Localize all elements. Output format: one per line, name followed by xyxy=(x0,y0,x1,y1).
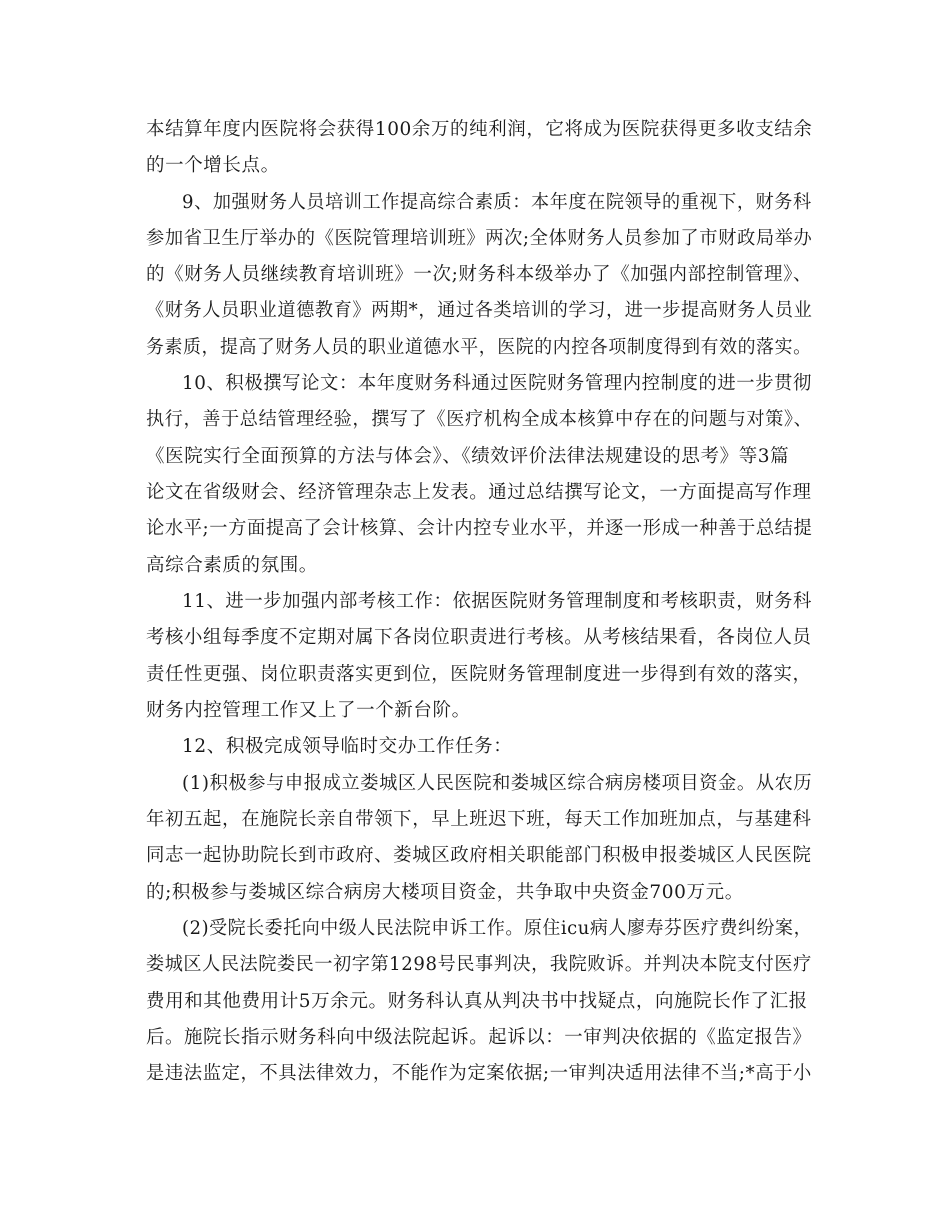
text-line: 同志一起协助院长到市政府、娄城区政府相关职能部门积极申报娄城区人民医院 xyxy=(146,845,812,866)
text-line: 《医院实行全面预算的方法与体会》、《绩效评价法律法规建设的思考》等3篇 xyxy=(146,446,790,467)
text-line: 娄城区人民法院娄民一初字第1298号民事判决，我院败诉。并判决本院支付医疗 xyxy=(146,954,812,975)
text-line: 是违法监定，不具法律效力，不能作为定案依据;一审判决适用法律不当;*高于小 xyxy=(146,1063,812,1084)
text-line: 本结算年度内医院将会获得100余万的纯利润，它将成为医院获得更多收支结余 xyxy=(146,119,813,140)
text-line: 高综合素质的氛围。 xyxy=(146,555,318,576)
text-line: 论水平;一方面提高了会计核算、会计内控专业水平，并逐一形成一种善于总结提 xyxy=(146,518,813,539)
text-line: 务素质，提高了财务人员的职业道德水平，医院的内控各项制度得到有效的落实。 xyxy=(146,337,812,358)
text-line: 论文在省级财会、经济管理杂志上发表。通过总结撰写论文，一方面提高写作理 xyxy=(146,482,812,503)
text-line: 11、进一步加强内部考核工作：依据医院财务管理制度和考核职责，财务科 xyxy=(182,591,812,612)
text-line: 12、积极完成领导临时交办工作任务： xyxy=(182,736,513,757)
text-line: 财务内控管理工作又上了一个新台阶。 xyxy=(146,700,471,721)
text-line: 的;积极参与娄城区综合病房大楼项目资金，共争取中央资金700万元。 xyxy=(146,882,744,903)
text-line: 10、积极撰写论文：本年度财务科通过医院财务管理内控制度的进一步贯彻 xyxy=(182,373,812,394)
text-line: 的《财务人员继续教育培训班》一次;财务科本级举办了《加强内部控制管理》、 xyxy=(146,264,813,285)
text-line: 费用和其他费用计5万余元。财务科认真从判决书中找疑点，向施院长作了汇报 xyxy=(146,991,808,1012)
text-line: (1)积极参与申报成立娄城区人民医院和娄城区综合病房楼项目资金。从农历 xyxy=(182,773,813,794)
text-line: 的一个增长点。 xyxy=(146,155,280,176)
text-line: 年初五起，在施院长亲自带领下，早上班迟下班，每天工作加班加点，与基建科 xyxy=(146,809,812,830)
text-line: (2)受院长委托向中级人民法院申诉工作。原住icu病人廖寿芬医疗费纠纷案， xyxy=(182,918,813,939)
text-line: 执行，善于总结管理经验，撰写了《医疗机构全成本核算中存在的问题与对策》、 xyxy=(146,409,813,430)
text-line: 考核小组每季度不定期对属下各岗位职责进行考核。从考核结果看，各岗位人员 xyxy=(146,627,812,648)
text-line: 9、加强财务人员培训工作提高综合素质：本年度在院领导的重视下，财务科 xyxy=(182,192,812,213)
text-line: 责任性更强、岗位职责落实更到位，医院财务管理制度进一步得到有效的落实， xyxy=(146,664,812,685)
text-line: 后。施院长指示财务科向中级法院起诉。起诉以：一审判决依据的《监定报告》 xyxy=(146,1027,812,1048)
text-line: 参加省卫生厅举办的《医院管理培训班》两次;全体财务人员参加了市财政局举办 xyxy=(146,228,813,249)
text-line: 《财务人员职业道德教育》两期*，通过各类培训的学习，进一步提高财务人员业 xyxy=(146,300,813,321)
